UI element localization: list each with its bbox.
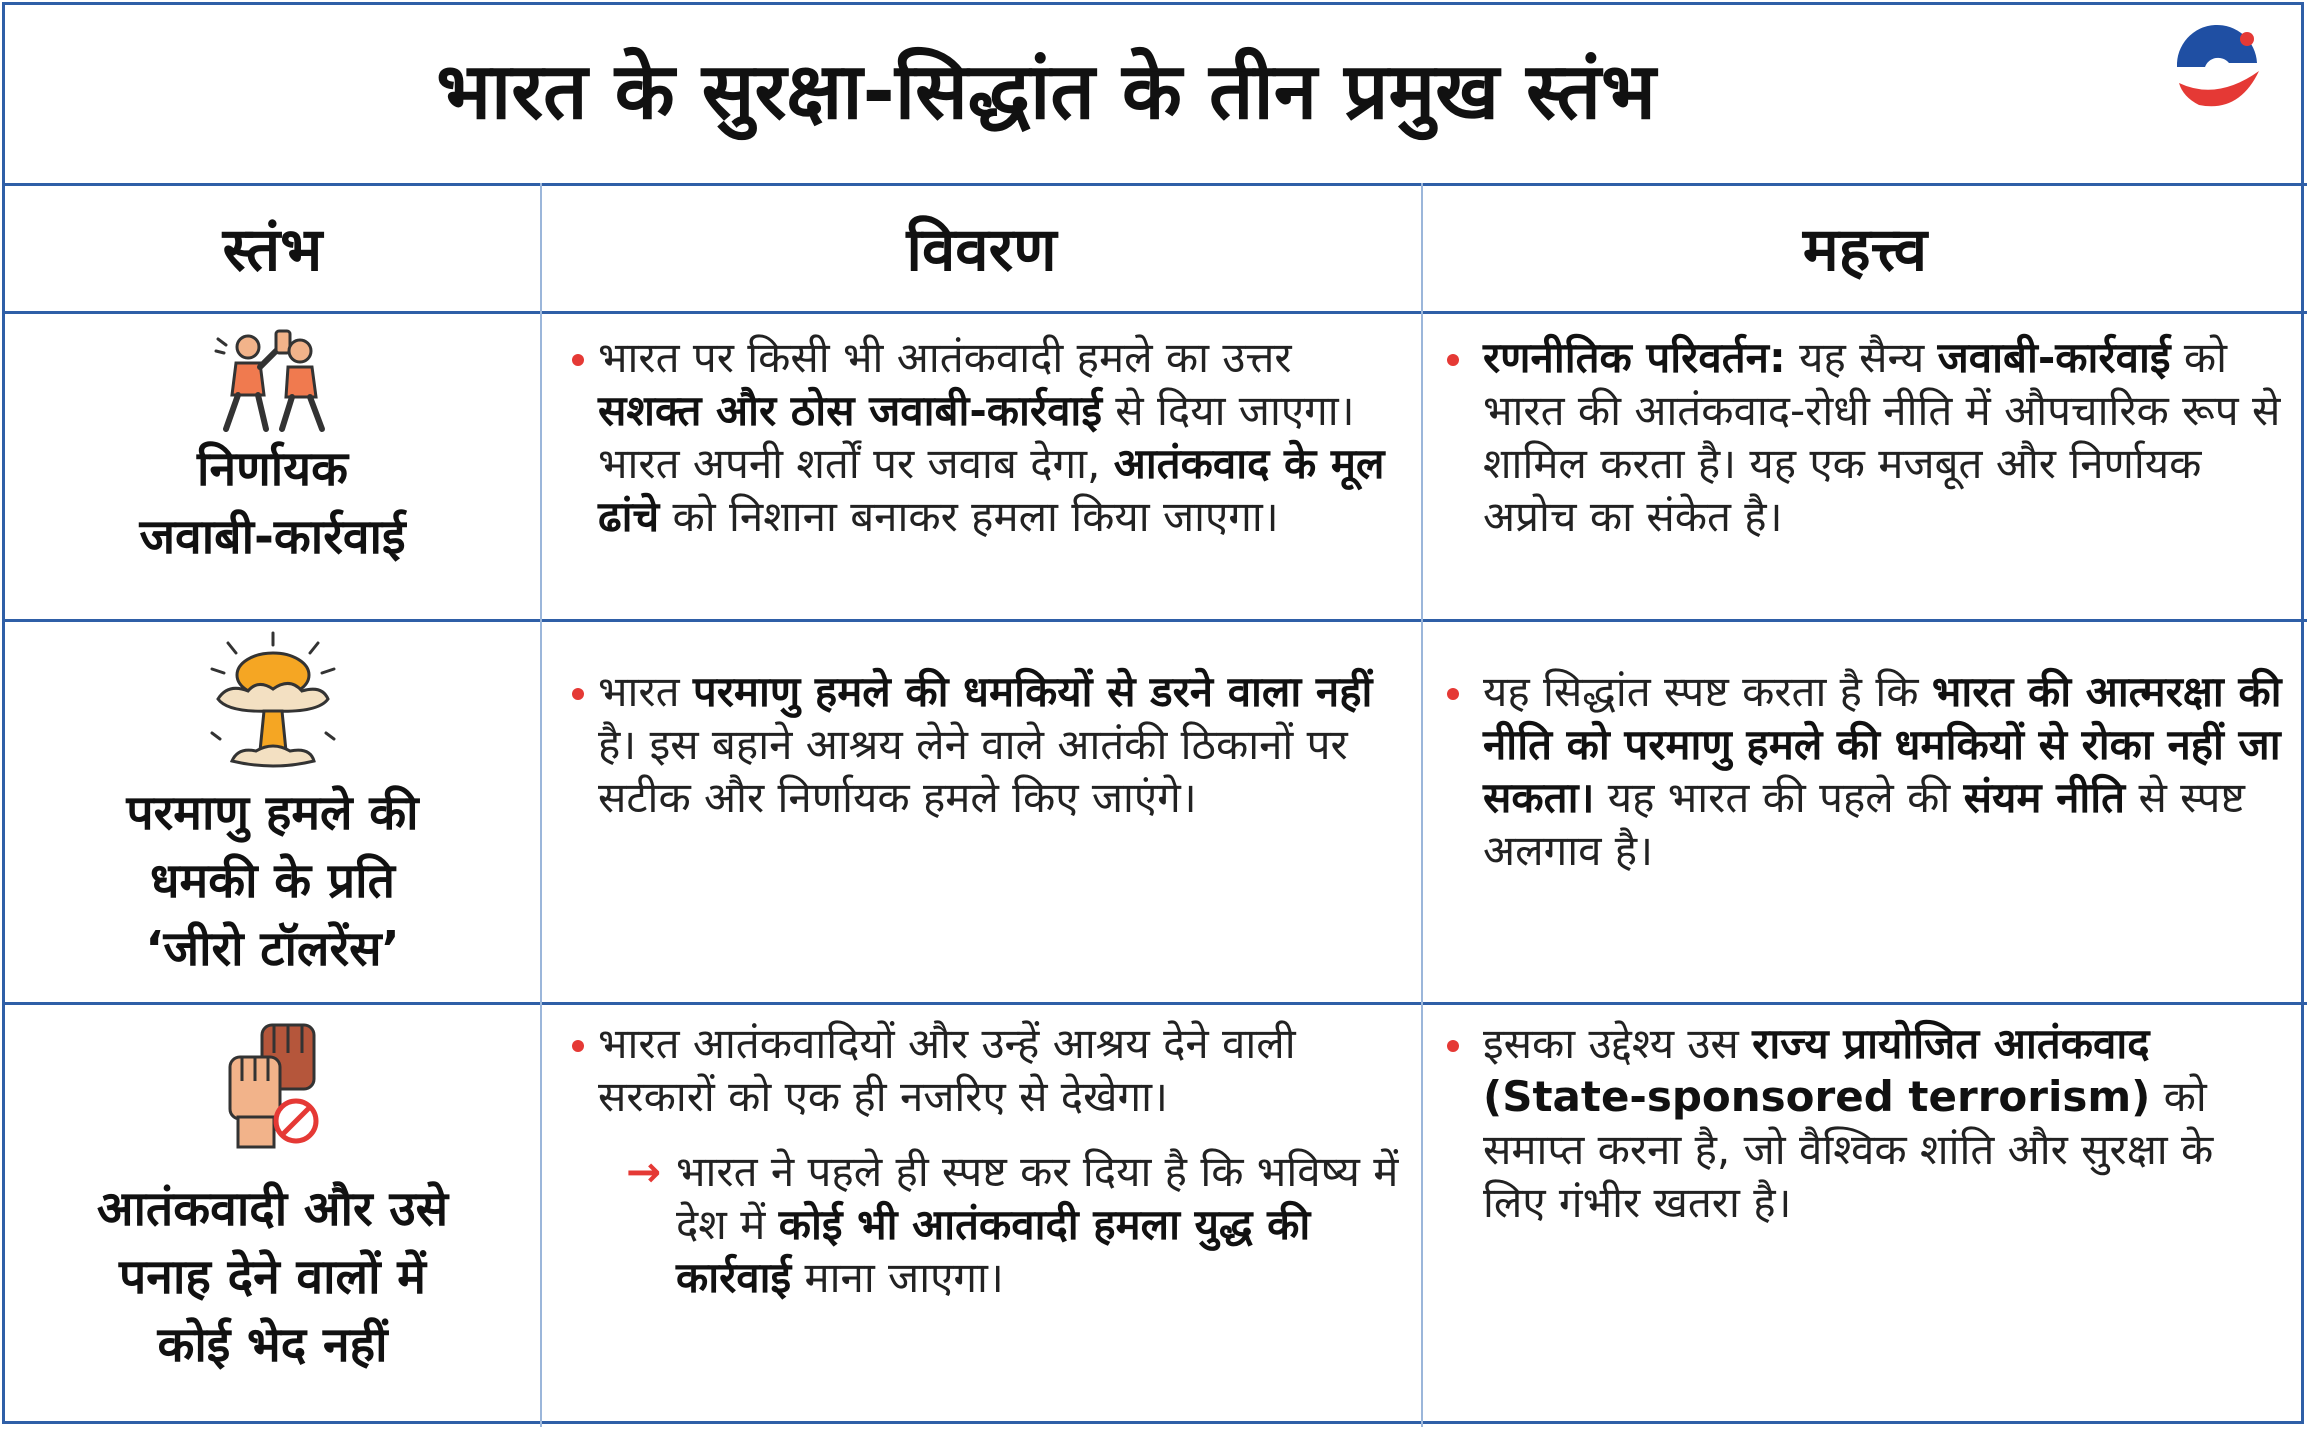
emphasis-text: परमाणु हमले की धमकियों से डरने वाला नहीं	[692, 667, 1373, 716]
list-item	[1423, 1017, 2285, 1229]
significance-cell	[1423, 331, 2285, 543]
pillar-title-line: आतंकवादी और उसे	[96, 1181, 449, 1237]
header-significance: महत्त्व	[1802, 215, 1928, 285]
text: को समाप्त करना है, जो वैश्विक शांति और सुरक्षा के लिए गंभीर खतरा है।	[1483, 1072, 2214, 1227]
text: भारत पर किसी भी आतंकवादी हमले का उत्तर	[598, 333, 1292, 382]
pillar-cell	[5, 629, 540, 983]
pillar-cell	[5, 325, 540, 571]
pillar-title-line: कोई भेद नहीं	[157, 1317, 388, 1373]
text: यह सिद्धांत स्पष्ट करता है कि	[1483, 667, 1932, 716]
text: यह सैन्य	[1785, 333, 1938, 382]
emphasis-text: भारत की आत्मरक्षा की नीति को परमाणु हमले की धमकियों से रोका नहीं जा सकता।	[1483, 667, 2282, 822]
emphasis-text: जवाबी-कार्रवाई	[1937, 333, 2171, 382]
text: माना जाएगा।	[791, 1253, 1004, 1302]
pillar-title-line: ‘जीरो टॉलरेंस’	[145, 921, 400, 977]
text: से दिया जाएगा। भारत अपनी शर्तों पर जवाब देगा,	[598, 386, 1355, 488]
text: भारत ने पहले ही स्पष्ट कर दिया है कि भविष्य में देश में	[676, 1147, 1399, 1249]
header-pillar: स्तंभ	[222, 215, 323, 285]
pillar-title-line: पनाह देने वालों में	[119, 1249, 426, 1305]
text: को भारत की आतंकवाद-रोधी नीति में औपचारिक रूप से शामिल करता है। यह एक मजबूत और निर्णायक अप्रोच का संकेत है।	[1483, 333, 2281, 541]
page-title: भारत के सुरक्षा-सिद्धांत के तीन प्रमुख स्तंभ	[436, 47, 1656, 137]
pillar-title-line: जवाबी-कार्रवाई	[139, 509, 406, 565]
table-frame	[2, 2, 2304, 1424]
divider	[540, 183, 542, 1427]
arrow-icon: →	[626, 1147, 662, 1196]
divider	[5, 311, 2307, 314]
nuclear-explosion-icon	[198, 629, 348, 779]
emphasis-text: सशक्त और ठोस जवाबी-कार्रवाई	[598, 386, 1102, 435]
list-item: भारत आतंकवादियों और उन्हें आश्रय देने वाली सरकारों को एक ही नजरिए से देखेगा।	[560, 1017, 1400, 1123]
pillar-title-line: परमाणु हमले की	[126, 785, 419, 841]
pillar-title-line: धमकी के प्रति	[150, 853, 395, 909]
brand-logo-icon	[2159, 5, 2279, 135]
sub-list-item	[626, 1145, 1400, 1304]
emphasis-text: रणनीतिक परिवर्तन:	[1483, 333, 1786, 382]
description-cell	[560, 665, 1400, 824]
title-bar	[5, 5, 2307, 183]
significance-cell	[1423, 1017, 2285, 1229]
pillar-cell	[5, 1017, 540, 1379]
text: से स्पष्ट अलगाव है।	[1483, 773, 2245, 875]
raised-fists-icon	[218, 1017, 328, 1157]
emphasis-text: संयम नीति	[1963, 773, 2126, 822]
list-item	[1423, 665, 2285, 877]
divider	[5, 619, 2307, 622]
list-item	[560, 665, 1400, 824]
fighting-people-icon	[208, 325, 338, 435]
text: भारत	[598, 667, 693, 716]
emphasis-text: आतंकवाद के मूल ढांचे	[598, 439, 1385, 541]
divider	[5, 1002, 2307, 1005]
emphasis-text: राज्य प्रायोजित आतंकवाद (State-sponsored terrorism)	[1483, 1019, 2151, 1121]
text: यह भारत की पहले की	[1594, 773, 1964, 822]
pillar-title-line: निर्णायक	[197, 441, 348, 497]
text: है। इस बहाने आश्रय लेने वाले आतंकी ठिकानों पर सटीक और निर्णायक हमले किए जाएंगे।	[598, 720, 1348, 822]
text: इसका उद्देश्य उस	[1483, 1019, 1753, 1068]
header-description: विवरण	[906, 215, 1057, 285]
text: को निशाना बनाकर हमला किया जाएगा।	[659, 492, 1279, 541]
list-item	[560, 331, 1400, 543]
description-cell	[560, 331, 1400, 543]
significance-cell	[1423, 665, 2285, 877]
description-cell	[560, 1017, 1400, 1304]
list-item	[1423, 331, 2285, 543]
emphasis-text: कोई भी आतंकवादी हमला युद्ध की कार्रवाई	[676, 1200, 1311, 1302]
